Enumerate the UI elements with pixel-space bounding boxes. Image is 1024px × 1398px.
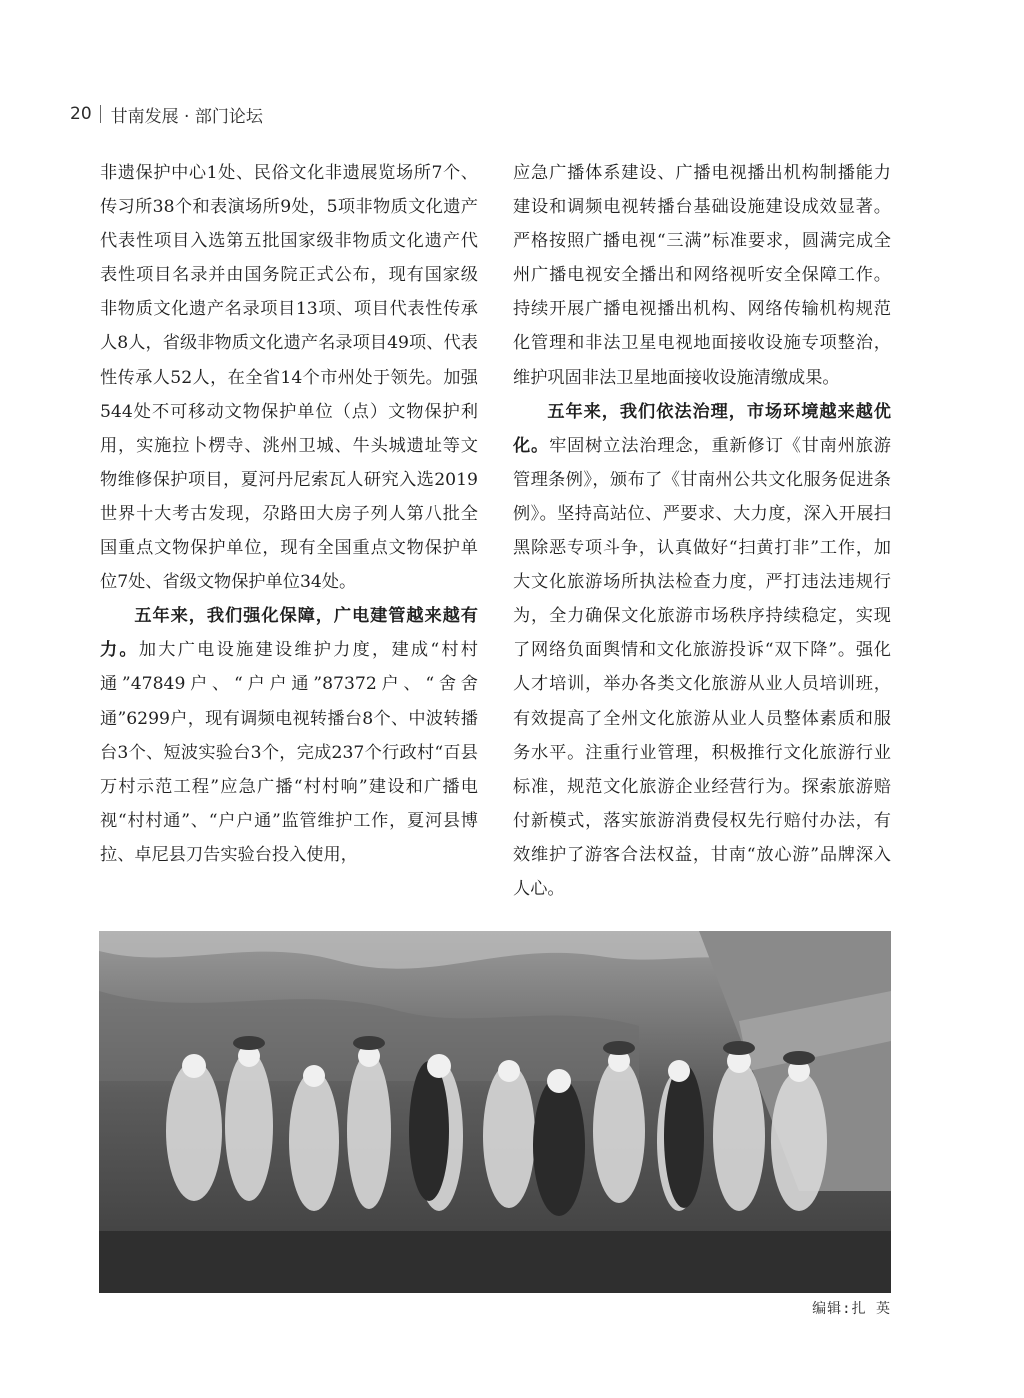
left-paragraph-2-heading: 五年来，我们强化保障，广电建管越来越有力。	[100, 606, 478, 661]
left-paragraph-2-body: 加大广电设施建设维护力度，建成“村村通”47849户、“户户通”87372户、“舍舍通”6299户，现有调频电视转播台8个、中波转播台3个、短波实验台3个，完成237个行政村“百县万村示范工程”应急广播“村村响”建设和广播电视“村村通”、“户户通”监管维护工作，夏河县博拉、卓尼县刀告实验台投入使用，	[100, 640, 478, 865]
left-column	[100, 156, 478, 872]
left-paragraph-2	[100, 599, 478, 872]
right-column	[513, 156, 891, 906]
page-number: 20	[70, 104, 92, 124]
section-title: 甘南发展 · 部门论坛	[110, 106, 263, 127]
photo-illustration	[99, 931, 891, 1293]
right-paragraph-2-body: 牢固树立法治理念，重新修订《甘南州旅游管理条例》，颁布了《甘南州公共文化服务促进条例》。坚持高站位、严要求、大力度，深入开展扫黑除恶专项斗争，认真做好“扫黄打非”工作，加大文化旅游场所执法检查力度，严打违法违规行为，全力确保文化旅游市场秩序持续稳定，实现了网络负面舆情和文化旅游投诉“双下降”。强化人才培训，举办各类文化旅游从业人员培训班，有效提高了全州文化旅游从业人员整体素质和服务水平。注重行业管理，积极推行文化旅游行业标准，规范文化旅游企业经营行为。探索旅游赔付新模式，落实旅游消费侵权先行赔付办法，有效维护了游客合法权益，甘南“放心游”品牌深入人心。	[513, 435, 891, 899]
right-paragraph-1: 应急广播体系建设、广播电视播出机构制播能力建设和调频电视转播台基础设施建设成效显著。严格按照广播电视“三满”标准要求，圆满完成全州广播电视安全播出和网络视听安全保障工作。持续开展广播电视播出机构、网络传输机构规范化管理和非法卫星电视地面接收设施专项整治，维护巩固非法卫星地面接收设施清缴成果。	[513, 163, 891, 388]
right-paragraph-2-heading: 五年来，我们依法治理，市场环境越来越优化。	[513, 401, 891, 456]
stage-performance-photo	[99, 931, 891, 1293]
editor-credit: 编辑:扎 英	[812, 1301, 891, 1317]
left-paragraph-1: 非遗保护中心1处、民俗文化非遗展览场所7个、传习所38个和表演场所9处，5项非物质文化遗产代表性项目入选第五批国家级非物质文化遗产代表性项目名录并由国务院正式公布，现有国家级非物质文化遗产名录项目13项、项目代表性传承人8人，省级非物质文化遗产名录项目49项、代表性传承人52人，在全省14个市州处于领先。加强544处不可移动文物保护单位（点）文物保护利用，实施拉卜楞寺、洮州卫城、牛头城遗址等文物维修保护项目，夏河丹尼索瓦人研究入选2019世界十大考古发现，尕路田大房子列人第八批全国重点文物保护单位，现有全国重点文物保护单位7处、省级文物保护单位34处。	[100, 163, 478, 593]
right-paragraph-2	[513, 395, 891, 906]
header-divider	[100, 105, 101, 123]
running-header	[70, 101, 263, 127]
